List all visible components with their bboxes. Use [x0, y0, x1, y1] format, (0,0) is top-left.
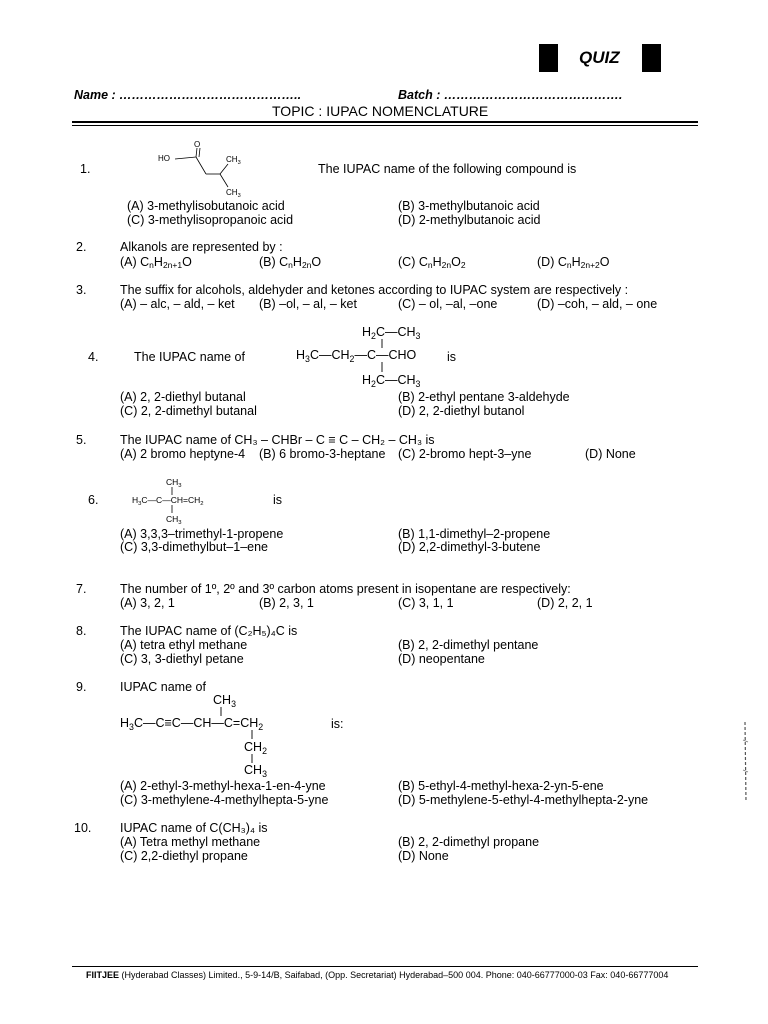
q4-is: is	[447, 350, 457, 364]
batch-field-label: Batch : …………………………………….	[398, 88, 623, 102]
q5-question: The IUPAC name of CH₃ – CHBr – C ≡ C – CH₂ – CH₃ is	[120, 433, 435, 447]
q8-option-d: (D) neopentane	[398, 652, 485, 666]
q4-number: 4.	[88, 350, 99, 364]
q2-question: Alkanols are represented by :	[120, 240, 283, 254]
q6-is: is	[273, 493, 283, 507]
q1-structure	[150, 134, 260, 200]
q4-option-d: (D) 2, 2-diethyl butanol	[398, 404, 525, 418]
q4-option-b: (B) 2-ethyl pentane 3-aldehyde	[398, 390, 570, 404]
q3-option-d: (D) –coh, – ald, – one	[537, 297, 658, 311]
q5-option-b: (B) 6 bromo-3-heptane	[259, 447, 386, 461]
quiz-right-bar	[642, 44, 661, 72]
q7-number: 7.	[76, 582, 87, 596]
q4-struct-top: $H_2C—CH_3$	[362, 325, 421, 342]
q2-option-a: (A) $C_nH_{2n+1}O$	[120, 255, 192, 270]
q9-struct-bottom: $CH_3$	[244, 763, 267, 778]
q9-question: IUPAC name of	[120, 680, 206, 694]
quiz-label: QUIZ	[579, 48, 620, 67]
q6-option-d: (D) 2,2-dimethyl-3-butene	[398, 540, 541, 554]
q7-option-c: (C) 3, 1, 1	[398, 596, 454, 610]
q9-option-c: (C) 3-methylene-4-methylhepta-5-yne	[120, 793, 329, 807]
q1-option-b: (B) 3-methylbutanoic acid	[398, 199, 540, 213]
q6-option-a: (A) 3,3,3–trimethyl-1-propene	[120, 527, 284, 541]
q5-option-d: (D) None	[585, 447, 636, 461]
q8-question: The IUPAC name of (C₂H₅)₄C is	[120, 624, 298, 638]
q9-option-d: (D) 5-methylene-5-ethyl-4-methylhepta-2-yne	[398, 793, 649, 807]
q8-option-b: (B) 2, 2-dimethyl pentane	[398, 638, 539, 652]
q10-option-a: (A) Tetra methyl methane	[120, 835, 261, 849]
footer-rule	[72, 966, 698, 967]
q3-number: 3.	[76, 283, 87, 297]
q6-struct-main: $H_3C—C—CH=CH_2$	[132, 495, 204, 508]
q6-struct-top: $CH_3$	[166, 477, 182, 490]
q1-number: 1.	[80, 162, 91, 176]
q9-number: 9.	[76, 680, 87, 694]
footer-text: FIITJEE (Hyderabad Classes) Limited., 5-9-14/B, Saifabad, (Opp. Secretariat) Hyderabad–500 004. Phone: 040-66777000-03 Fax: 040-66777004	[86, 970, 669, 980]
q8-option-c: (C) 3, 3-diethyl petane	[120, 652, 244, 666]
q3-option-b: (B) –ol, – al, – ket	[259, 297, 357, 311]
q4-structure	[296, 318, 446, 390]
q7-option-a: (A) 3, 2, 1	[120, 596, 175, 610]
q9-option-a: (A) 2-ethyl-3-methyl-hexa-1-en-4-yne	[120, 779, 326, 793]
q10-number: 10.	[74, 821, 92, 835]
q6-struct-bottom: $CH_3$	[166, 514, 182, 526]
q9-structure	[118, 690, 318, 778]
q6-option-b: (B) 1,1-dimethyl–2-propene	[398, 527, 551, 541]
q1-option-c: (C) 3-methylisopropanoic acid	[127, 213, 294, 227]
q2-number: 2.	[76, 240, 87, 254]
q3-option-a: (A) – alc, – ald, – ket	[120, 297, 235, 311]
header-rule-thin	[72, 125, 698, 126]
q2-option-d: (D) $C_nH_{2n+2}O$	[537, 255, 610, 270]
q5-number: 5.	[76, 433, 87, 447]
page-title: TOPIC : IUPAC NOMENCLATURE	[272, 103, 489, 119]
q4-option-c: (C) 2, 2-dimethyl butanal	[120, 404, 257, 418]
quiz-left-bar	[539, 44, 558, 72]
q1-ho: HO	[158, 154, 170, 163]
q7-question: The number of 1º, 2º and 3º carbon atoms present in isopentane are respectively:	[120, 582, 571, 596]
q1-option-d: (D) 2-methylbutanoic acid	[398, 213, 541, 227]
q1-oxygen: O	[194, 140, 201, 149]
q4-option-a: (A) 2, 2-diethyl butanal	[120, 390, 246, 404]
q7-option-d: (D) 2, 2, 1	[537, 596, 593, 610]
q3-option-c: (C) – ol, –al, –one	[398, 297, 498, 311]
q10-option-b: (B) 2, 2-dimethyl propane	[398, 835, 540, 849]
q5-option-c: (C) 2-bromo hept-3–yne	[398, 447, 532, 461]
header-rule-thick	[72, 121, 698, 123]
q10-option-d: (D) None	[398, 849, 449, 863]
scan-mark	[738, 720, 752, 804]
q9-is: is:	[331, 717, 344, 731]
q9-struct-main: $H_3C—C\equiv C—CH—C=CH_2$	[120, 716, 264, 733]
q2-option-b: (B) $C_nH_{2n}O$	[259, 255, 322, 270]
q4-struct-bottom: $H_2C—CH_3$	[362, 373, 421, 390]
q3-question: The suffix for alcohols, aldehyder and ketones according to IUPAC system are respectively :	[120, 283, 629, 297]
q1-ch3-bottom: $CH_3$	[226, 188, 241, 199]
footer-brand: FIITJEE	[86, 970, 120, 980]
q6-structure	[132, 474, 242, 526]
q8-number: 8.	[76, 624, 87, 638]
q9-struct-top: $CH_3$	[213, 693, 236, 710]
q2-option-c: (C) $C_nH_{2n}O_2$	[398, 255, 466, 270]
q9-struct-mid: $CH_2$	[244, 740, 267, 757]
q4-question: The IUPAC name of	[134, 350, 245, 364]
q10-option-c: (C) 2,2-diethyl propane	[120, 849, 248, 863]
q6-option-c: (C) 3,3-dimethylbut–1–ene	[120, 540, 268, 554]
name-field-label: Name : ……………………………………..	[74, 88, 302, 102]
q5-option-a: (A) 2 bromo heptyne-4	[120, 447, 246, 461]
q8-option-a: (A) tetra ethyl methane	[120, 638, 248, 652]
q1-ch3-top: $CH_3$	[226, 155, 241, 166]
q4-struct-main: $H_3C—CH_2—C—CHO$	[296, 348, 417, 365]
q7-option-b: (B) 2, 3, 1	[259, 596, 314, 610]
q9-option-b: (B) 5-ethyl-4-methyl-hexa-2-yn-5-ene	[398, 779, 604, 793]
q6-number: 6.	[88, 493, 99, 507]
q10-question: IUPAC name of C(CH₃)₄ is	[120, 821, 268, 835]
q1-option-a: (A) 3-methylisobutanoic acid	[127, 199, 285, 213]
q1-question: The IUPAC name of the following compound is	[318, 162, 577, 176]
